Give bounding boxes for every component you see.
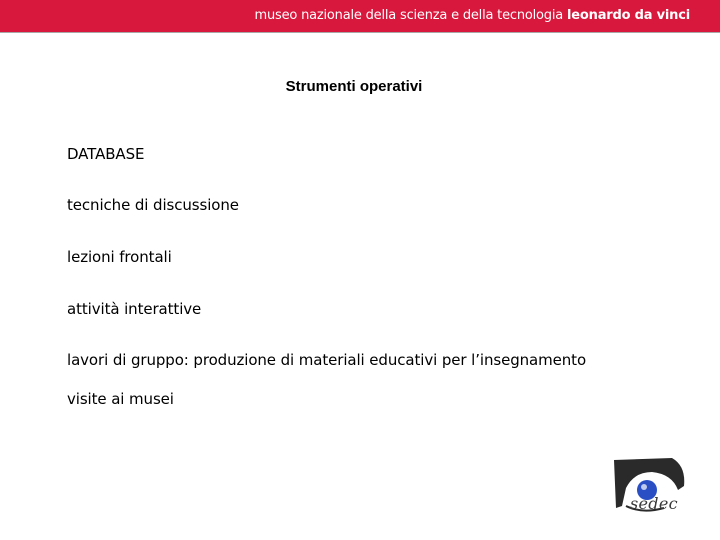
logo-text: sedec bbox=[630, 494, 678, 513]
museum-name-bold: leonardo da vinci bbox=[567, 8, 690, 23]
museum-name: museo nazionale della scienza e della tecnologia bbox=[254, 8, 564, 23]
list-item-group-work: lavori di gruppo: produzione di materiali educativi per l’insegnamento bbox=[67, 351, 587, 369]
slide-title: Strumenti operativi bbox=[285, 78, 423, 95]
museum-header bbox=[255, 8, 690, 23]
list-item-database: DATABASE bbox=[67, 145, 145, 163]
list-item-discussion: tecniche di discussione bbox=[67, 196, 239, 214]
list-item-museum-visits: visite ai musei bbox=[67, 390, 174, 408]
header-band bbox=[0, 0, 720, 33]
list-item-lectures: lezioni frontali bbox=[67, 248, 172, 266]
list-item-interactive: attività interattive bbox=[67, 300, 202, 318]
sedec-logo bbox=[612, 456, 690, 516]
